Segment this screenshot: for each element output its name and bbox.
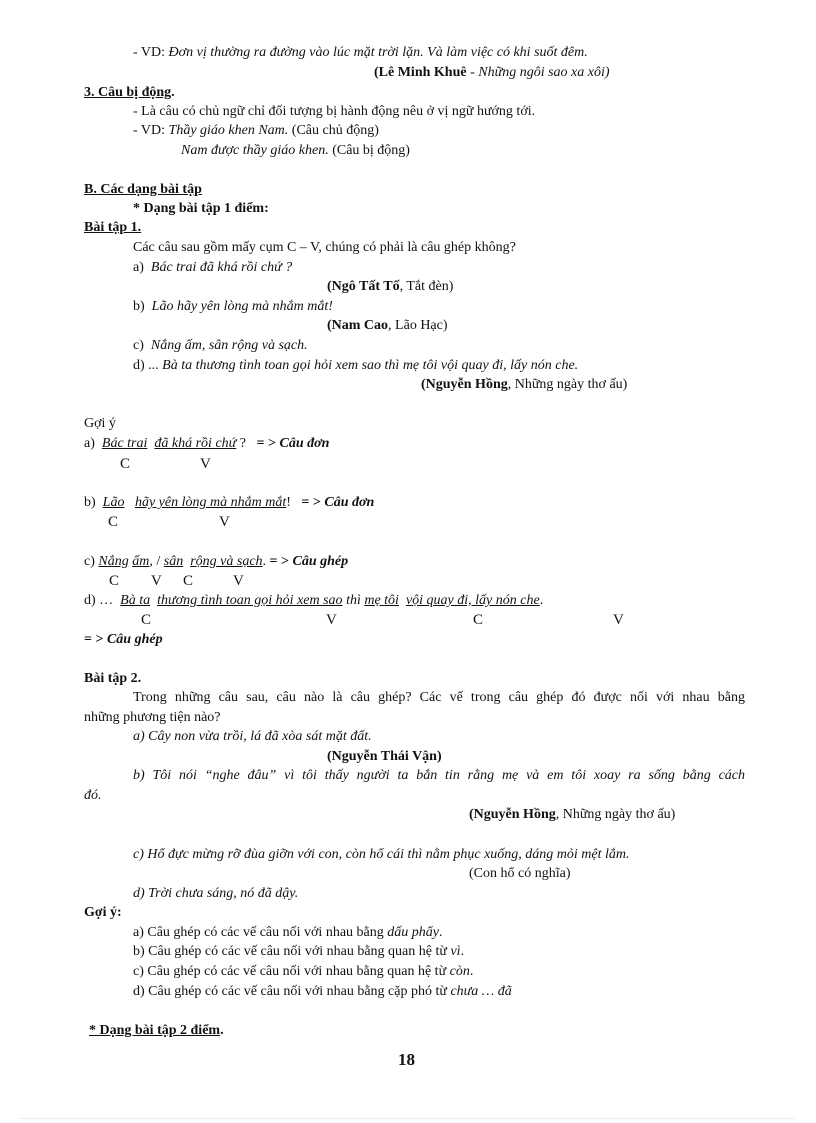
exercise-2-item-a-source: (Nguyễn Thái Vận)	[327, 749, 442, 764]
hint-1-line-b: b) Lão hãy yên lòng mà nhắm mắt! = > Câu đơn	[84, 495, 375, 510]
hint-1-b-c-label: C	[108, 514, 119, 530]
hint-1-line-a: a) Bác trai đã khá rồi chứ ? = > Câu đơn	[84, 436, 330, 451]
page-number: 18	[398, 1050, 415, 1069]
hint-1-c-c2-label: C	[183, 573, 194, 589]
exercise-1-item-b-source: (Nam Cao, Lão Hạc)	[327, 318, 448, 333]
exercise-2-question-line-2: những phương tiện nào?	[84, 710, 221, 725]
exercise-1-item-d: d) ... Bà ta thương tình toan gọi hỏi xem sao thì mẹ tôi vội quay đi, lấy nón che.	[133, 358, 579, 373]
footer-divider	[20, 1118, 796, 1119]
hint-2-line-c: c) Câu ghép có các vế câu nối với nhau bằng quan hệ từ còn.	[133, 964, 474, 979]
exercise-2-item-b-line-1: b) Tôi nói “nghe đâu” vì tôi thấy người ta bắn tin rằng mẹ và em tôi xoay ra sống bằng cách	[133, 768, 745, 783]
exercise-1-item-c: c) Nắng ấm, sân rộng và sạch.	[133, 338, 308, 353]
hint-1-line-c: c) Nắng ấm, / sân rộng và sạch. = > Câu ghép	[84, 554, 349, 569]
exercise-2-item-b-source: (Nguyễn Hồng, Những ngày thơ ấu)	[469, 807, 676, 822]
example-active: - VD: Thầy giáo khen Nam. (Câu chủ động)	[133, 123, 379, 138]
exercise-2-item-c: c) Hổ đực mừng rỡ đùa giỡn với con, còn hổ cái thì nằm phục xuống, dáng mỏi mệt lắm.	[133, 847, 630, 862]
heading-passive-sentence: 3. Câu bị động.	[84, 85, 175, 100]
exercise-1-item-b: b) Lão hãy yên lòng mà nhắm mắt!	[133, 299, 333, 314]
exercise-2-item-b-line-2: đó.	[84, 788, 102, 803]
hint-1-title: Gợi ý	[84, 416, 116, 431]
exercise-type-1: * Dạng bài tập 1 điểm:	[133, 201, 269, 216]
exercise-1-item-a: a) Bác trai đã khá rồi chứ ?	[133, 260, 293, 275]
exercise-1-item-d-source: (Nguyễn Hồng, Những ngày thơ ấu)	[421, 377, 628, 392]
hint-1-c-v2-label: V	[233, 573, 244, 589]
example-passive: Nam được thầy giáo khen. (Câu bị động)	[181, 143, 410, 158]
hint-1-d-result: = > Câu ghép	[84, 632, 163, 647]
hint-2-line-a: a) Câu ghép có các vế câu nối với nhau bằng dấu phẩy.	[133, 925, 443, 940]
hint-1-line-d: d) … Bà ta thương tình toan gọi hỏi xem sao thì mẹ tôi vội quay đi, lấy nón che.	[84, 593, 544, 608]
exercise-1-item-a-source: (Ngô Tất Tố, Tắt đèn)	[327, 279, 454, 294]
example-source: (Lê Minh Khuê - Những ngôi sao xa xôi)	[374, 65, 610, 80]
hint-1-c-v1-label: V	[151, 573, 162, 589]
hint-2-line-b: b) Câu ghép có các vế câu nối với nhau bằng quan hệ từ vì.	[133, 944, 465, 959]
hint-1-d-c2-label: C	[473, 612, 484, 628]
hint-1-d-v1-label: V	[326, 612, 337, 628]
hint-1-c-c1-label: C	[109, 573, 120, 589]
exercise-1-title: Bài tập 1.	[84, 220, 142, 235]
exercise-type-2: * Dạng bài tập 2 điểm.	[89, 1023, 224, 1038]
hint-1-d-v2-label: V	[613, 612, 624, 628]
exercise-2-question-line-1: Trong những câu sau, câu nào là câu ghép? Các vế trong câu ghép đó được nối với nhau bằng	[133, 690, 745, 705]
hint-1-d-c1-label: C	[141, 612, 152, 628]
example-line: - VD: Đơn vị thường ra đường vào lúc mặt trời lặn. Và làm việc có khi suốt đêm.	[133, 45, 588, 60]
exercise-2-item-d: d) Trời chưa sáng, nó đã dậy.	[133, 886, 299, 901]
exercise-2-item-c-source: (Con hổ có nghĩa)	[469, 866, 571, 881]
hint-2-line-d: d) Câu ghép có các vế câu nối với nhau bằng cặp phó từ chưa … đã	[133, 984, 512, 999]
hint-1-a-v-label: V	[200, 456, 211, 472]
exercise-2-title: Bài tập 2.	[84, 671, 142, 686]
exercise-2-item-a: a) Cây non vừa trồi, lá đã xòa sát mặt đất.	[133, 729, 372, 744]
definition-line: - Là câu có chủ ngữ chỉ đối tượng bị hành động nêu ở vị ngữ hướng tới.	[133, 104, 536, 119]
heading-exercises: B. Các dạng bài tập	[84, 182, 202, 197]
hint-1-b-v-label: V	[219, 514, 230, 530]
exercise-1-question: Các câu sau gồm mấy cụm C – V, chúng có phải là câu ghép không?	[133, 240, 516, 255]
hint-1-a-c-label: C	[120, 456, 131, 472]
hint-2-title: Gợi ý:	[84, 905, 122, 920]
